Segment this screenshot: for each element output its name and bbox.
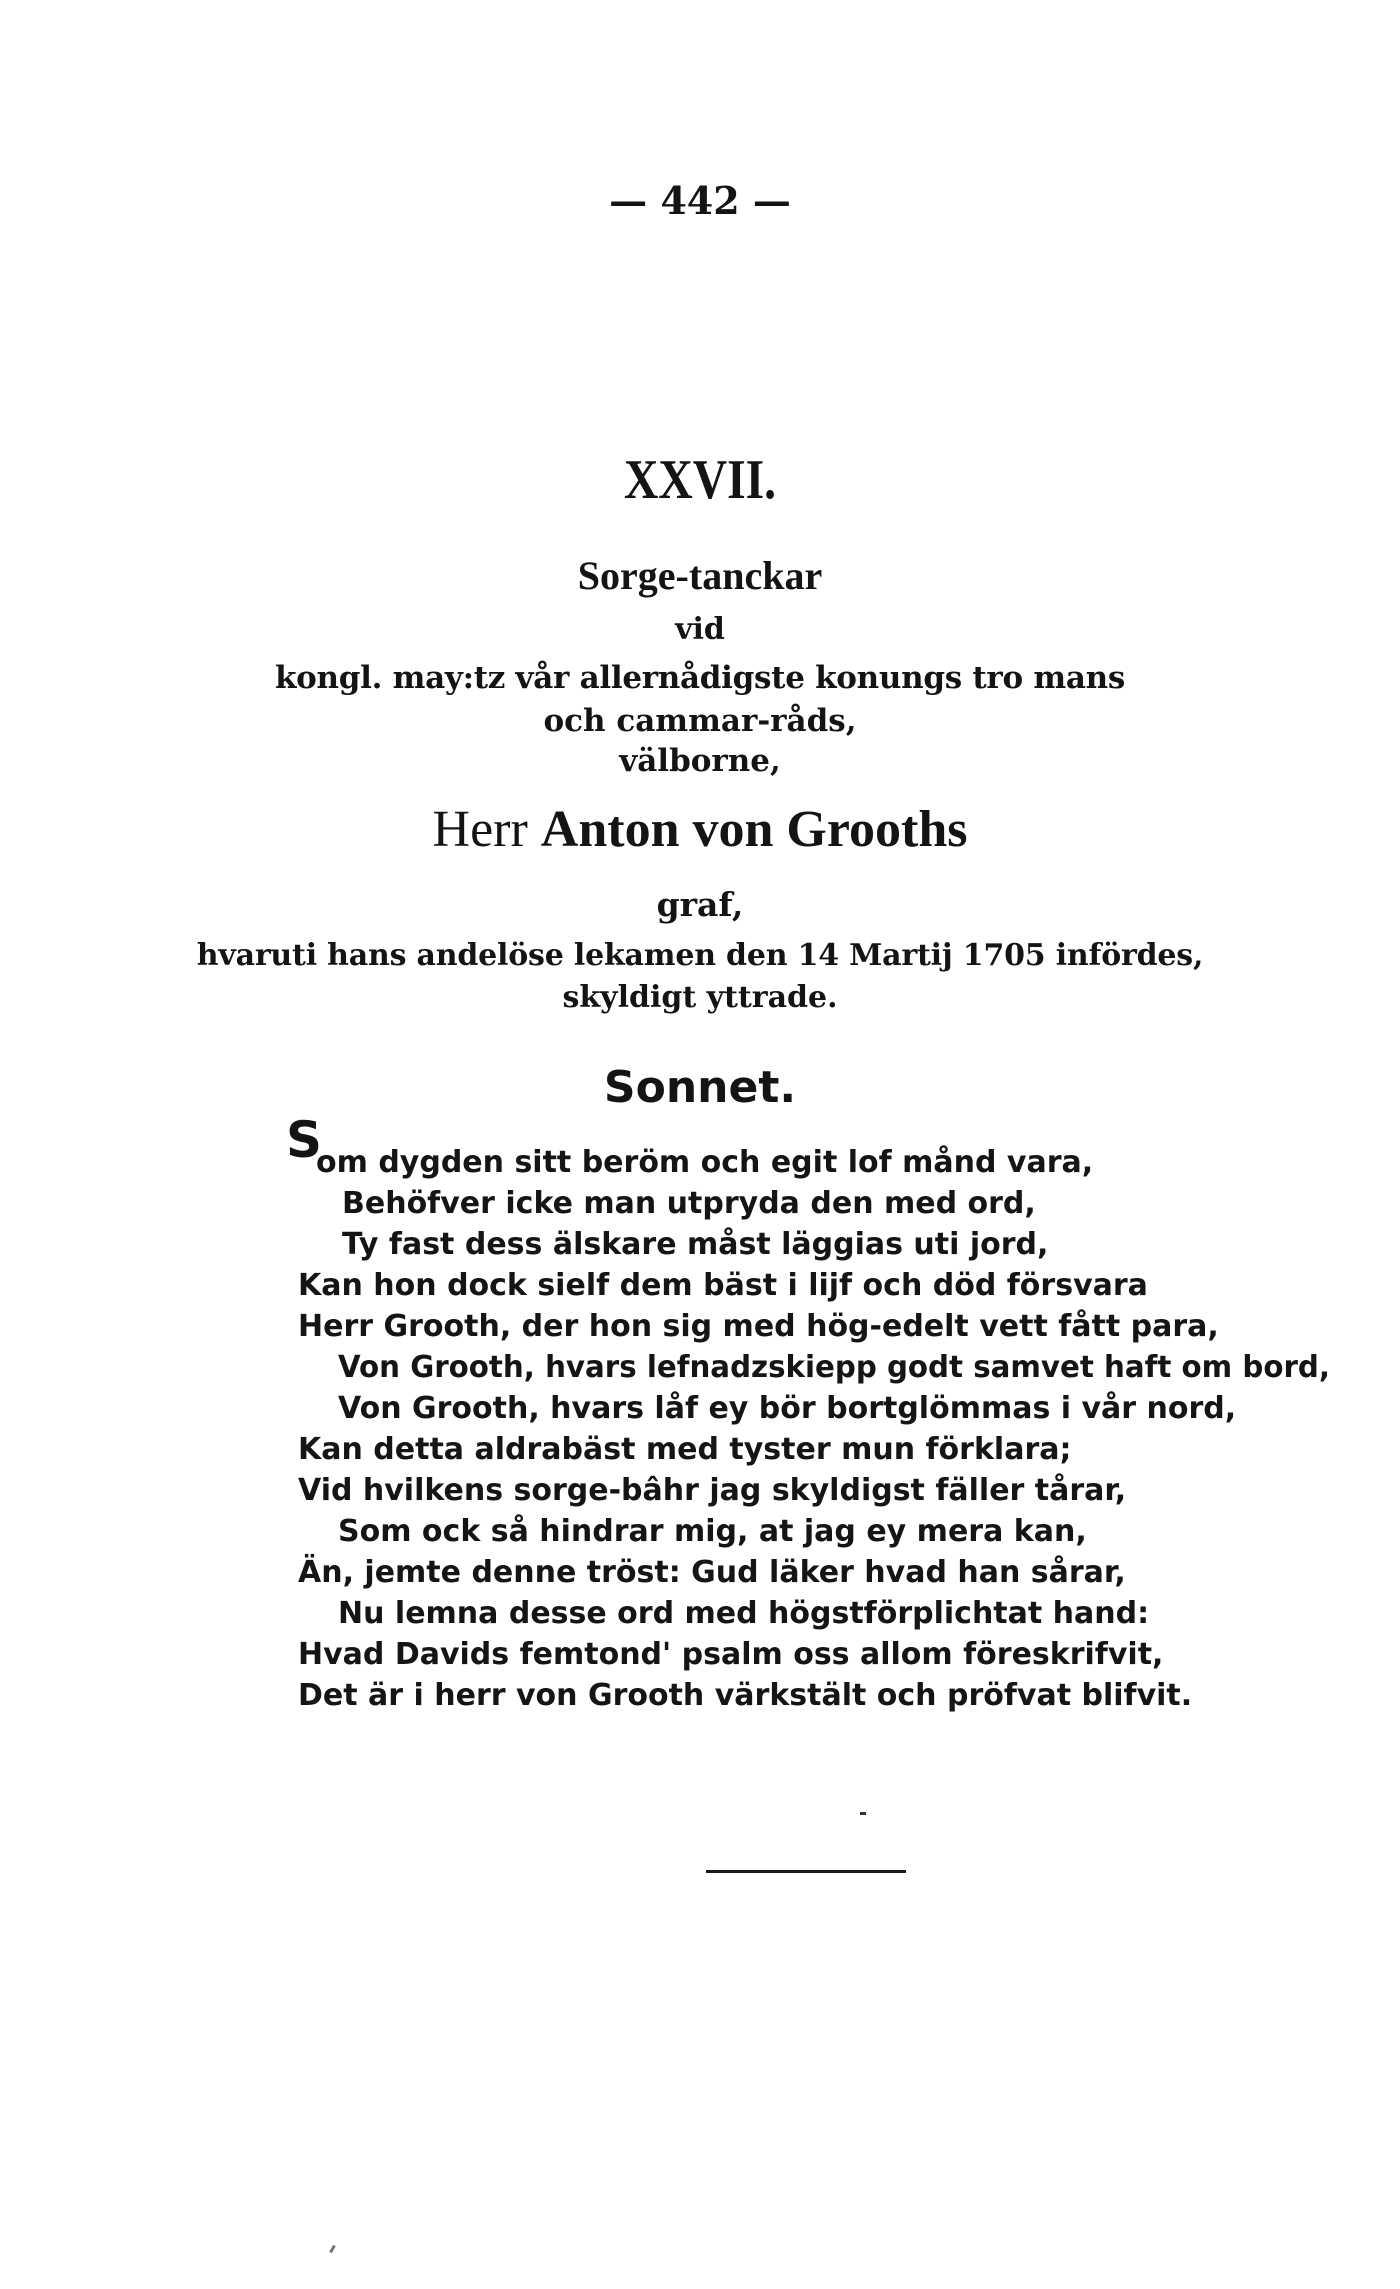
heading-line-1: kongl. may:tz vår allernådigste konungs tro mans xyxy=(274,660,1126,696)
poem-line: Herr Grooth, der hon sig med hög-edelt vett fått para, xyxy=(298,1309,1219,1344)
stray-mark xyxy=(329,2245,336,2253)
poem-line: Det är i herr von Grooth värkstält och pröfvat blifvit. xyxy=(298,1678,1193,1713)
heading-line-2: och cammar-råds, xyxy=(543,703,857,739)
poem-line: Kan detta aldrabäst med tyster mun förklara; xyxy=(298,1432,1072,1467)
herr-name: Anton von Grooths xyxy=(540,801,968,858)
section-number: XXVII. xyxy=(623,449,777,511)
drop-cap: S xyxy=(286,1111,323,1169)
stray-mark xyxy=(860,1812,866,1815)
poem-line: Nu lemna desse ord med högstförplichtat hand: xyxy=(338,1596,1150,1631)
page-number: — 442 — xyxy=(609,178,791,223)
poem-line: Behöfver icke man utpryda den med ord, xyxy=(342,1186,1036,1221)
herr-prefix: Herr xyxy=(432,801,528,858)
poem-line: om dygden sitt beröm och egit lof månd vara, xyxy=(316,1145,1094,1180)
heading-line-5: skyldigt yttrade. xyxy=(562,980,838,1015)
poem-line: Von Grooth, hvars låf ey bör bortglömmas i vår nord, xyxy=(338,1391,1237,1426)
poem-line: Som ock så hindrar mig, at jag ey mera kan, xyxy=(338,1514,1087,1549)
poem-line: Kan hon dock sielf dem bäst i lijf och död försvara xyxy=(298,1268,1148,1303)
poem-line: Vid hvilkens sorge-bâhr jag skyldigst fäller tårar, xyxy=(298,1473,1127,1508)
poem-heading-title: Sorge-tanckar xyxy=(577,553,823,598)
heading-graf: graf, xyxy=(656,885,744,924)
poem-line: Än, jemte denne tröst: Gud läker hvad han sårar, xyxy=(298,1555,1126,1590)
poem-title: Sonnet. xyxy=(603,1062,797,1113)
heading-vid: vid xyxy=(675,612,725,647)
heading-line-3: välborne, xyxy=(619,743,781,779)
heading-herr-line xyxy=(0,800,1400,859)
end-rule xyxy=(706,1870,906,1873)
poem-line: Ty fast dess älskare måst läggias uti jord, xyxy=(342,1227,1049,1262)
poem-line: Hvad Davids femtond' psalm oss allom föreskrifvit, xyxy=(298,1637,1164,1672)
heading-line-4: hvaruti hans andelöse lekamen den 14 Martij 1705 infördes, xyxy=(196,938,1204,973)
poem-line: Von Grooth, hvars lefnadzskiepp godt samvet haft om bord, xyxy=(338,1350,1330,1385)
